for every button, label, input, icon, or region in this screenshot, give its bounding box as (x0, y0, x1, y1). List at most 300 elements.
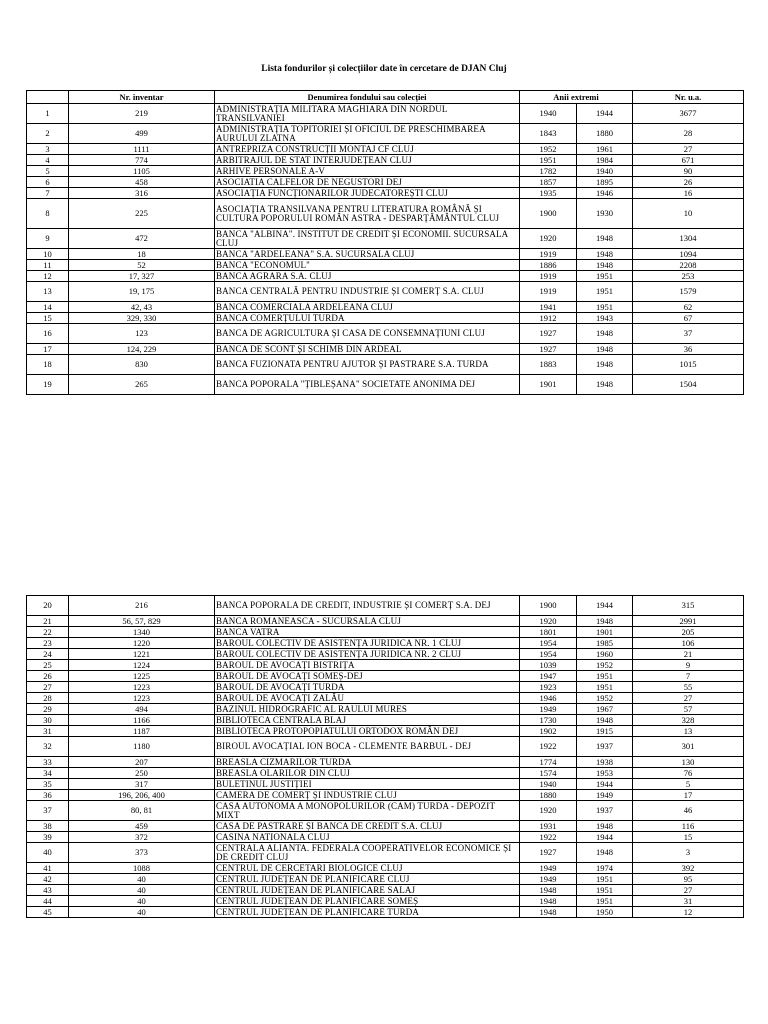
archive-units-cell: 205 (633, 627, 744, 638)
inventory-number-cell: 225 (69, 199, 215, 229)
start-year-cell: 1946 (520, 693, 577, 704)
row-number-cell: 31 (27, 726, 69, 737)
fund-name-cell: BAROUL COLECTIV DE ASISTENȚA JURIDICA NR. 2 CLUJ (215, 649, 520, 660)
archive-units-cell: 2991 (633, 616, 744, 627)
archive-units-cell: 1504 (633, 375, 744, 395)
row-number-cell: 7 (27, 188, 69, 199)
row-number-cell: 37 (27, 801, 69, 821)
fund-name-cell: ARHIVE PERSONALE A-V (215, 166, 520, 177)
archive-units-cell: 2208 (633, 260, 744, 271)
page-title: Lista fondurilor și colecțiilor date în cercetare de DJAN Cluj (261, 64, 507, 74)
archive-units-cell: 116 (633, 821, 744, 832)
archive-units-cell: 28 (633, 124, 744, 144)
end-year-cell: 1937 (577, 737, 633, 757)
end-year-cell: 1951 (577, 282, 633, 302)
archive-units-cell: 36 (633, 344, 744, 355)
inventory-number-cell: 196, 206, 400 (69, 790, 215, 801)
archive-units-cell: 57 (633, 704, 744, 715)
end-year-cell: 1937 (577, 801, 633, 821)
fund-name-cell: BAROUL DE AVOCAȚI BISTRIȚA (215, 660, 520, 671)
fund-name-cell: BANCA FUZIONATA PENTRU AJUTOR ȘI PASTRARE S.A. TURDA (215, 355, 520, 375)
start-year-cell: 1949 (520, 874, 577, 885)
end-year-cell: 1985 (577, 638, 633, 649)
inventory-number-cell: 124, 229 (69, 344, 215, 355)
end-year-cell: 1948 (577, 344, 633, 355)
archive-units-cell: 26 (633, 177, 744, 188)
row-number-cell: 29 (27, 704, 69, 715)
row-number-cell: 21 (27, 616, 69, 627)
row-number-cell: 13 (27, 282, 69, 302)
row-number-cell: 17 (27, 344, 69, 355)
archive-units-cell: 46 (633, 801, 744, 821)
end-year-cell: 1948 (577, 715, 633, 726)
fund-name-cell: BAROUL COLECTIV DE ASISTENȚA JURIDICA NR. 1 CLUJ (215, 638, 520, 649)
row-number-cell: 19 (27, 375, 69, 395)
funds-table-part-1 (26, 90, 744, 395)
end-year-cell: 1984 (577, 155, 633, 166)
row-number-cell: 28 (27, 693, 69, 704)
row-number-cell: 38 (27, 821, 69, 832)
fund-name-cell: CENTRUL JUDEȚEAN DE PLANIFICARE TURDA (215, 907, 520, 918)
row-number-cell: 20 (27, 596, 69, 616)
fund-name-cell: ANTREPRIZA CONSTRUCȚII MONTAJ CF CLUJ (215, 144, 520, 155)
start-year-cell: 1919 (520, 271, 577, 282)
end-year-cell: 1948 (577, 821, 633, 832)
start-year-cell: 1912 (520, 313, 577, 324)
end-year-cell: 1950 (577, 907, 633, 918)
archive-units-cell: 315 (633, 596, 744, 616)
inventory-number-cell: 56, 57, 829 (69, 616, 215, 627)
table-row (27, 885, 744, 896)
start-year-cell: 1920 (520, 801, 577, 821)
archive-units-cell: 3677 (633, 104, 744, 124)
archive-units-cell: 9 (633, 660, 744, 671)
archive-units-cell: 15 (633, 832, 744, 843)
row-number-cell: 24 (27, 649, 69, 660)
inventory-number-cell: 18 (69, 249, 215, 260)
row-number-cell: 23 (27, 638, 69, 649)
inventory-number-cell: 219 (69, 104, 215, 124)
inventory-number-cell: 207 (69, 757, 215, 768)
row-number-cell: 4 (27, 155, 69, 166)
archive-units-cell: 301 (633, 737, 744, 757)
end-year-cell: 1948 (577, 260, 633, 271)
archive-units-cell: 130 (633, 757, 744, 768)
start-year-cell: 1880 (520, 790, 577, 801)
start-year-cell: 1774 (520, 757, 577, 768)
end-year-cell: 1953 (577, 768, 633, 779)
row-number-cell: 30 (27, 715, 69, 726)
row-number-cell: 3 (27, 144, 69, 155)
row-number-cell: 43 (27, 885, 69, 896)
fund-name-cell: CASA AUTONOMA A MONOPOLURILOR (CAM) TURDA - DEPOZIT MIXT (215, 801, 520, 821)
fund-name-cell: ASOCIAȚIA TRANSILVANA PENTRU LITERATURA ROMÂNĂ ȘI CULTURA POPORULUI ROMÂN ASTRA - DESPARȚĂMÂNTUL CLUJ (215, 199, 520, 229)
end-year-cell: 1880 (577, 124, 633, 144)
fund-name-cell: BANCA DE SCONT ȘI SCHIMB DIN ARDEAL (215, 344, 520, 355)
end-year-cell: 1938 (577, 757, 633, 768)
row-number-cell: 25 (27, 660, 69, 671)
fund-name-cell: BANCA "ARDELEANA" S.A. SUCURSALA CLUJ (215, 249, 520, 260)
table-row (27, 282, 744, 302)
archive-units-cell: 16 (633, 188, 744, 199)
funds-table-part-2 (26, 595, 744, 918)
row-number-cell: 33 (27, 757, 69, 768)
inventory-number-cell: 19, 175 (69, 282, 215, 302)
end-year-cell: 1948 (577, 229, 633, 249)
row-number-cell: 18 (27, 355, 69, 375)
fund-name-cell: CENTRUL DE CERCETARI BIOLOGICE CLUJ (215, 863, 520, 874)
table-row (27, 302, 744, 313)
start-year-cell: 1883 (520, 355, 577, 375)
end-year-cell: 1948 (577, 843, 633, 863)
end-year-cell: 1944 (577, 832, 633, 843)
end-year-cell: 1948 (577, 355, 633, 375)
row-number-cell: 11 (27, 260, 69, 271)
table-row (27, 616, 744, 627)
table-row (27, 693, 744, 704)
archive-units-cell: 76 (633, 768, 744, 779)
end-year-cell: 1951 (577, 302, 633, 313)
table-row (27, 166, 744, 177)
end-year-cell: 1901 (577, 627, 633, 638)
inventory-number-cell: 459 (69, 821, 215, 832)
table-row (27, 874, 744, 885)
start-year-cell: 1857 (520, 177, 577, 188)
table-row (27, 801, 744, 821)
fund-name-cell: CASA DE PASTRARE ȘI BANCA DE CREDIT S.A. CLUJ (215, 821, 520, 832)
end-year-cell: 1930 (577, 199, 633, 229)
row-number-cell: 41 (27, 863, 69, 874)
archive-units-cell: 31 (633, 896, 744, 907)
inventory-number-cell: 774 (69, 155, 215, 166)
inventory-number-cell: 316 (69, 188, 215, 199)
archive-units-cell: 21 (633, 649, 744, 660)
start-year-cell: 1574 (520, 768, 577, 779)
table-row (27, 790, 744, 801)
inventory-number-cell: 458 (69, 177, 215, 188)
inventory-number-cell: 373 (69, 843, 215, 863)
inventory-number-cell: 42, 43 (69, 302, 215, 313)
start-year-cell: 1902 (520, 726, 577, 737)
table-row (27, 249, 744, 260)
fund-name-cell: CASINA NATIONALA CLUJ (215, 832, 520, 843)
start-year-cell: 1954 (520, 649, 577, 660)
table-row (27, 649, 744, 660)
archive-units-cell: 27 (633, 885, 744, 896)
table-row (27, 104, 744, 124)
table-row (27, 344, 744, 355)
start-year-cell: 1801 (520, 627, 577, 638)
archive-units-cell: 1015 (633, 355, 744, 375)
fund-name-cell: ASOCIAȚIA FUNCȚIONARILOR JUDECATOREȘTI CLUJ (215, 188, 520, 199)
start-year-cell: 1949 (520, 704, 577, 715)
table-row (27, 144, 744, 155)
table-row (27, 124, 744, 144)
archive-units-cell: 106 (633, 638, 744, 649)
row-number-cell: 10 (27, 249, 69, 260)
end-year-cell: 1951 (577, 896, 633, 907)
end-year-cell: 1943 (577, 313, 633, 324)
row-number-cell: 9 (27, 229, 69, 249)
row-number-cell: 32 (27, 737, 69, 757)
fund-name-cell: BREASLA OLARILOR DIN CLUJ (215, 768, 520, 779)
archive-units-cell: 392 (633, 863, 744, 874)
fund-name-cell: BAZINUL HIDROGRAFIC AL RAULUI MURES (215, 704, 520, 715)
start-year-cell: 1941 (520, 302, 577, 313)
inventory-number-cell: 1224 (69, 660, 215, 671)
table-row (27, 768, 744, 779)
table-row (27, 177, 744, 188)
inventory-number-cell: 1220 (69, 638, 215, 649)
row-number-cell: 35 (27, 779, 69, 790)
table-row (27, 896, 744, 907)
table-row (27, 832, 744, 843)
inventory-number-cell: 1180 (69, 737, 215, 757)
header-denumirea: Denumirea fondului sau colecției (215, 91, 520, 104)
fund-name-cell: BANCA ROMANEASCA - SUCURSALA CLUJ (215, 616, 520, 627)
table-row (27, 757, 744, 768)
end-year-cell: 1974 (577, 863, 633, 874)
start-year-cell: 1952 (520, 144, 577, 155)
fund-name-cell: ADMINISTRAȚIA MILITARA MAGHIARA DIN NORDUL TRANSILVANIEI (215, 104, 520, 124)
end-year-cell: 1948 (577, 324, 633, 344)
start-year-cell: 1922 (520, 832, 577, 843)
end-year-cell: 1961 (577, 144, 633, 155)
inventory-number-cell: 1223 (69, 693, 215, 704)
start-year-cell: 1927 (520, 344, 577, 355)
start-year-cell: 1039 (520, 660, 577, 671)
inventory-number-cell: 40 (69, 896, 215, 907)
inventory-number-cell: 372 (69, 832, 215, 843)
row-number-cell: 34 (27, 768, 69, 779)
start-year-cell: 1900 (520, 596, 577, 616)
inventory-number-cell: 123 (69, 324, 215, 344)
start-year-cell: 1947 (520, 671, 577, 682)
fund-name-cell: BANCA DE AGRICULTURA ȘI CASA DE CONSEMNAȚIUNI CLUJ (215, 324, 520, 344)
start-year-cell: 1886 (520, 260, 577, 271)
end-year-cell: 1951 (577, 682, 633, 693)
table-row (27, 726, 744, 737)
archive-units-cell: 253 (633, 271, 744, 282)
inventory-number-cell: 1225 (69, 671, 215, 682)
inventory-number-cell: 1221 (69, 649, 215, 660)
end-year-cell: 1944 (577, 779, 633, 790)
fund-name-cell: BANCA VATRA (215, 627, 520, 638)
row-number-cell: 45 (27, 907, 69, 918)
archive-units-cell: 671 (633, 155, 744, 166)
fund-name-cell: ADMINISTRAȚIA TOPITORIEI ȘI OFICIUL DE PRESCHIMBAREA AURULUI ZLATNA (215, 124, 520, 144)
start-year-cell: 1935 (520, 188, 577, 199)
row-number-cell: 2 (27, 124, 69, 144)
fund-name-cell: BAROUL DE AVOCAȚI SOMEȘ-DEJ (215, 671, 520, 682)
row-number-cell: 42 (27, 874, 69, 885)
archive-units-cell: 37 (633, 324, 744, 344)
inventory-number-cell: 472 (69, 229, 215, 249)
archive-units-cell: 27 (633, 693, 744, 704)
end-year-cell: 1960 (577, 649, 633, 660)
end-year-cell: 1948 (577, 249, 633, 260)
header-nr-inventar: Nr. inventar (69, 91, 215, 104)
start-year-cell: 1948 (520, 907, 577, 918)
row-number-cell: 14 (27, 302, 69, 313)
start-year-cell: 1940 (520, 104, 577, 124)
inventory-number-cell: 216 (69, 596, 215, 616)
row-number-cell: 15 (27, 313, 69, 324)
table-row (27, 627, 744, 638)
fund-name-cell: BAROUL DE AVOCAȚI TURDA (215, 682, 520, 693)
archive-units-cell: 7 (633, 671, 744, 682)
archive-units-cell: 17 (633, 790, 744, 801)
fund-name-cell: BIROUL AVOCAȚIAL ION BOCA - CLEMENTE BARBUL - DEJ (215, 737, 520, 757)
table-header-row (27, 91, 744, 104)
table-row (27, 737, 744, 757)
table-row (27, 229, 744, 249)
end-year-cell: 1948 (577, 375, 633, 395)
archive-units-cell: 1579 (633, 282, 744, 302)
end-year-cell: 1944 (577, 596, 633, 616)
inventory-number-cell: 1166 (69, 715, 215, 726)
row-number-cell: 8 (27, 199, 69, 229)
row-number-cell: 44 (27, 896, 69, 907)
start-year-cell: 1730 (520, 715, 577, 726)
archive-units-cell: 90 (633, 166, 744, 177)
end-year-cell: 1967 (577, 704, 633, 715)
row-number-cell: 36 (27, 790, 69, 801)
inventory-number-cell: 1223 (69, 682, 215, 693)
row-number-cell: 16 (27, 324, 69, 344)
fund-name-cell: BANCA POPORALA DE CREDIT, INDUSTRIE ȘI COMERȚ S.A. DEJ (215, 596, 520, 616)
inventory-number-cell: 1340 (69, 627, 215, 638)
table-row (27, 715, 744, 726)
archive-units-cell: 67 (633, 313, 744, 324)
archive-units-cell: 1094 (633, 249, 744, 260)
row-number-cell: 27 (27, 682, 69, 693)
start-year-cell: 1920 (520, 616, 577, 627)
archive-units-cell: 10 (633, 199, 744, 229)
table-row (27, 313, 744, 324)
inventory-number-cell: 40 (69, 885, 215, 896)
table-row (27, 355, 744, 375)
fund-name-cell: CENTRALA ALIANTA. FEDERALA COOPERATIVELOR ECONOMICE ȘI DE CREDIT CLUJ (215, 843, 520, 863)
table-row (27, 682, 744, 693)
table-row (27, 155, 744, 166)
archive-units-cell: 3 (633, 843, 744, 863)
inventory-number-cell: 52 (69, 260, 215, 271)
inventory-number-cell: 494 (69, 704, 215, 715)
row-number-cell: 5 (27, 166, 69, 177)
archive-units-cell: 12 (633, 907, 744, 918)
fund-name-cell: ARBITRAJUL DE STAT INTERJUDEȚEAN CLUJ (215, 155, 520, 166)
table-row (27, 863, 744, 874)
end-year-cell: 1940 (577, 166, 633, 177)
row-number-cell: 22 (27, 627, 69, 638)
end-year-cell: 1944 (577, 104, 633, 124)
inventory-number-cell: 1088 (69, 863, 215, 874)
inventory-number-cell: 265 (69, 375, 215, 395)
start-year-cell: 1782 (520, 166, 577, 177)
table-row (27, 843, 744, 863)
start-year-cell: 1949 (520, 863, 577, 874)
end-year-cell: 1948 (577, 616, 633, 627)
start-year-cell: 1940 (520, 779, 577, 790)
archive-units-cell: 5 (633, 779, 744, 790)
start-year-cell: 1927 (520, 843, 577, 863)
inventory-number-cell: 1187 (69, 726, 215, 737)
row-number-cell: 1 (27, 104, 69, 124)
archive-units-cell: 95 (633, 874, 744, 885)
start-year-cell: 1919 (520, 249, 577, 260)
inventory-number-cell: 499 (69, 124, 215, 144)
inventory-number-cell: 40 (69, 874, 215, 885)
start-year-cell: 1948 (520, 885, 577, 896)
table-row (27, 638, 744, 649)
end-year-cell: 1952 (577, 693, 633, 704)
table-row (27, 704, 744, 715)
start-year-cell: 1919 (520, 282, 577, 302)
start-year-cell: 1922 (520, 737, 577, 757)
fund-name-cell: BANCA CENTRALĂ PENTRU INDUSTRIE ȘI COMERȚ S.A. CLUJ (215, 282, 520, 302)
archive-units-cell: 62 (633, 302, 744, 313)
inventory-number-cell: 830 (69, 355, 215, 375)
table-row (27, 660, 744, 671)
end-year-cell: 1951 (577, 271, 633, 282)
start-year-cell: 1951 (520, 155, 577, 166)
fund-name-cell: BANCA COMERȚULUI TURDA (215, 313, 520, 324)
table-row (27, 260, 744, 271)
end-year-cell: 1951 (577, 874, 633, 885)
fund-name-cell: CAMERA DE COMERȚ ȘI INDUSTRIE CLUJ (215, 790, 520, 801)
table-row (27, 324, 744, 344)
header-anii-extremi: Anii extremi (520, 91, 633, 104)
fund-name-cell: BREASLA CIZMARILOR TURDA (215, 757, 520, 768)
table-row (27, 188, 744, 199)
fund-name-cell: BANCA POPORALA "ȚIBLEȘANA" SOCIETATE ANONIMA DEJ (215, 375, 520, 395)
table-row (27, 821, 744, 832)
fund-name-cell: BIBLIOTECA CENTRALA BLAJ (215, 715, 520, 726)
inventory-number-cell: 317 (69, 779, 215, 790)
row-number-cell: 26 (27, 671, 69, 682)
end-year-cell: 1951 (577, 885, 633, 896)
fund-name-cell: BANCA "ECONOMUL" (215, 260, 520, 271)
inventory-number-cell: 1111 (69, 144, 215, 155)
fund-name-cell: BAROUL DE AVOCAȚI ZALĂU (215, 693, 520, 704)
row-number-cell: 6 (27, 177, 69, 188)
end-year-cell: 1895 (577, 177, 633, 188)
header-nr-crt (27, 91, 69, 104)
archive-units-cell: 55 (633, 682, 744, 693)
start-year-cell: 1948 (520, 896, 577, 907)
table-row (27, 907, 744, 918)
archive-units-cell: 13 (633, 726, 744, 737)
archive-units-cell: 328 (633, 715, 744, 726)
archive-units-cell: 1304 (633, 229, 744, 249)
end-year-cell: 1951 (577, 671, 633, 682)
start-year-cell: 1954 (520, 638, 577, 649)
end-year-cell: 1952 (577, 660, 633, 671)
table-row (27, 271, 744, 282)
start-year-cell: 1927 (520, 324, 577, 344)
fund-name-cell: BULETINUL JUSTIȚIEI (215, 779, 520, 790)
fund-name-cell: BIBLIOTECA PROTOPOPIATULUI ORTODOX ROMÂN DEJ (215, 726, 520, 737)
table-row (27, 596, 744, 616)
inventory-number-cell: 80, 81 (69, 801, 215, 821)
start-year-cell: 1931 (520, 821, 577, 832)
table-row (27, 199, 744, 229)
end-year-cell: 1949 (577, 790, 633, 801)
inventory-number-cell: 17, 327 (69, 271, 215, 282)
start-year-cell: 1923 (520, 682, 577, 693)
end-year-cell: 1946 (577, 188, 633, 199)
